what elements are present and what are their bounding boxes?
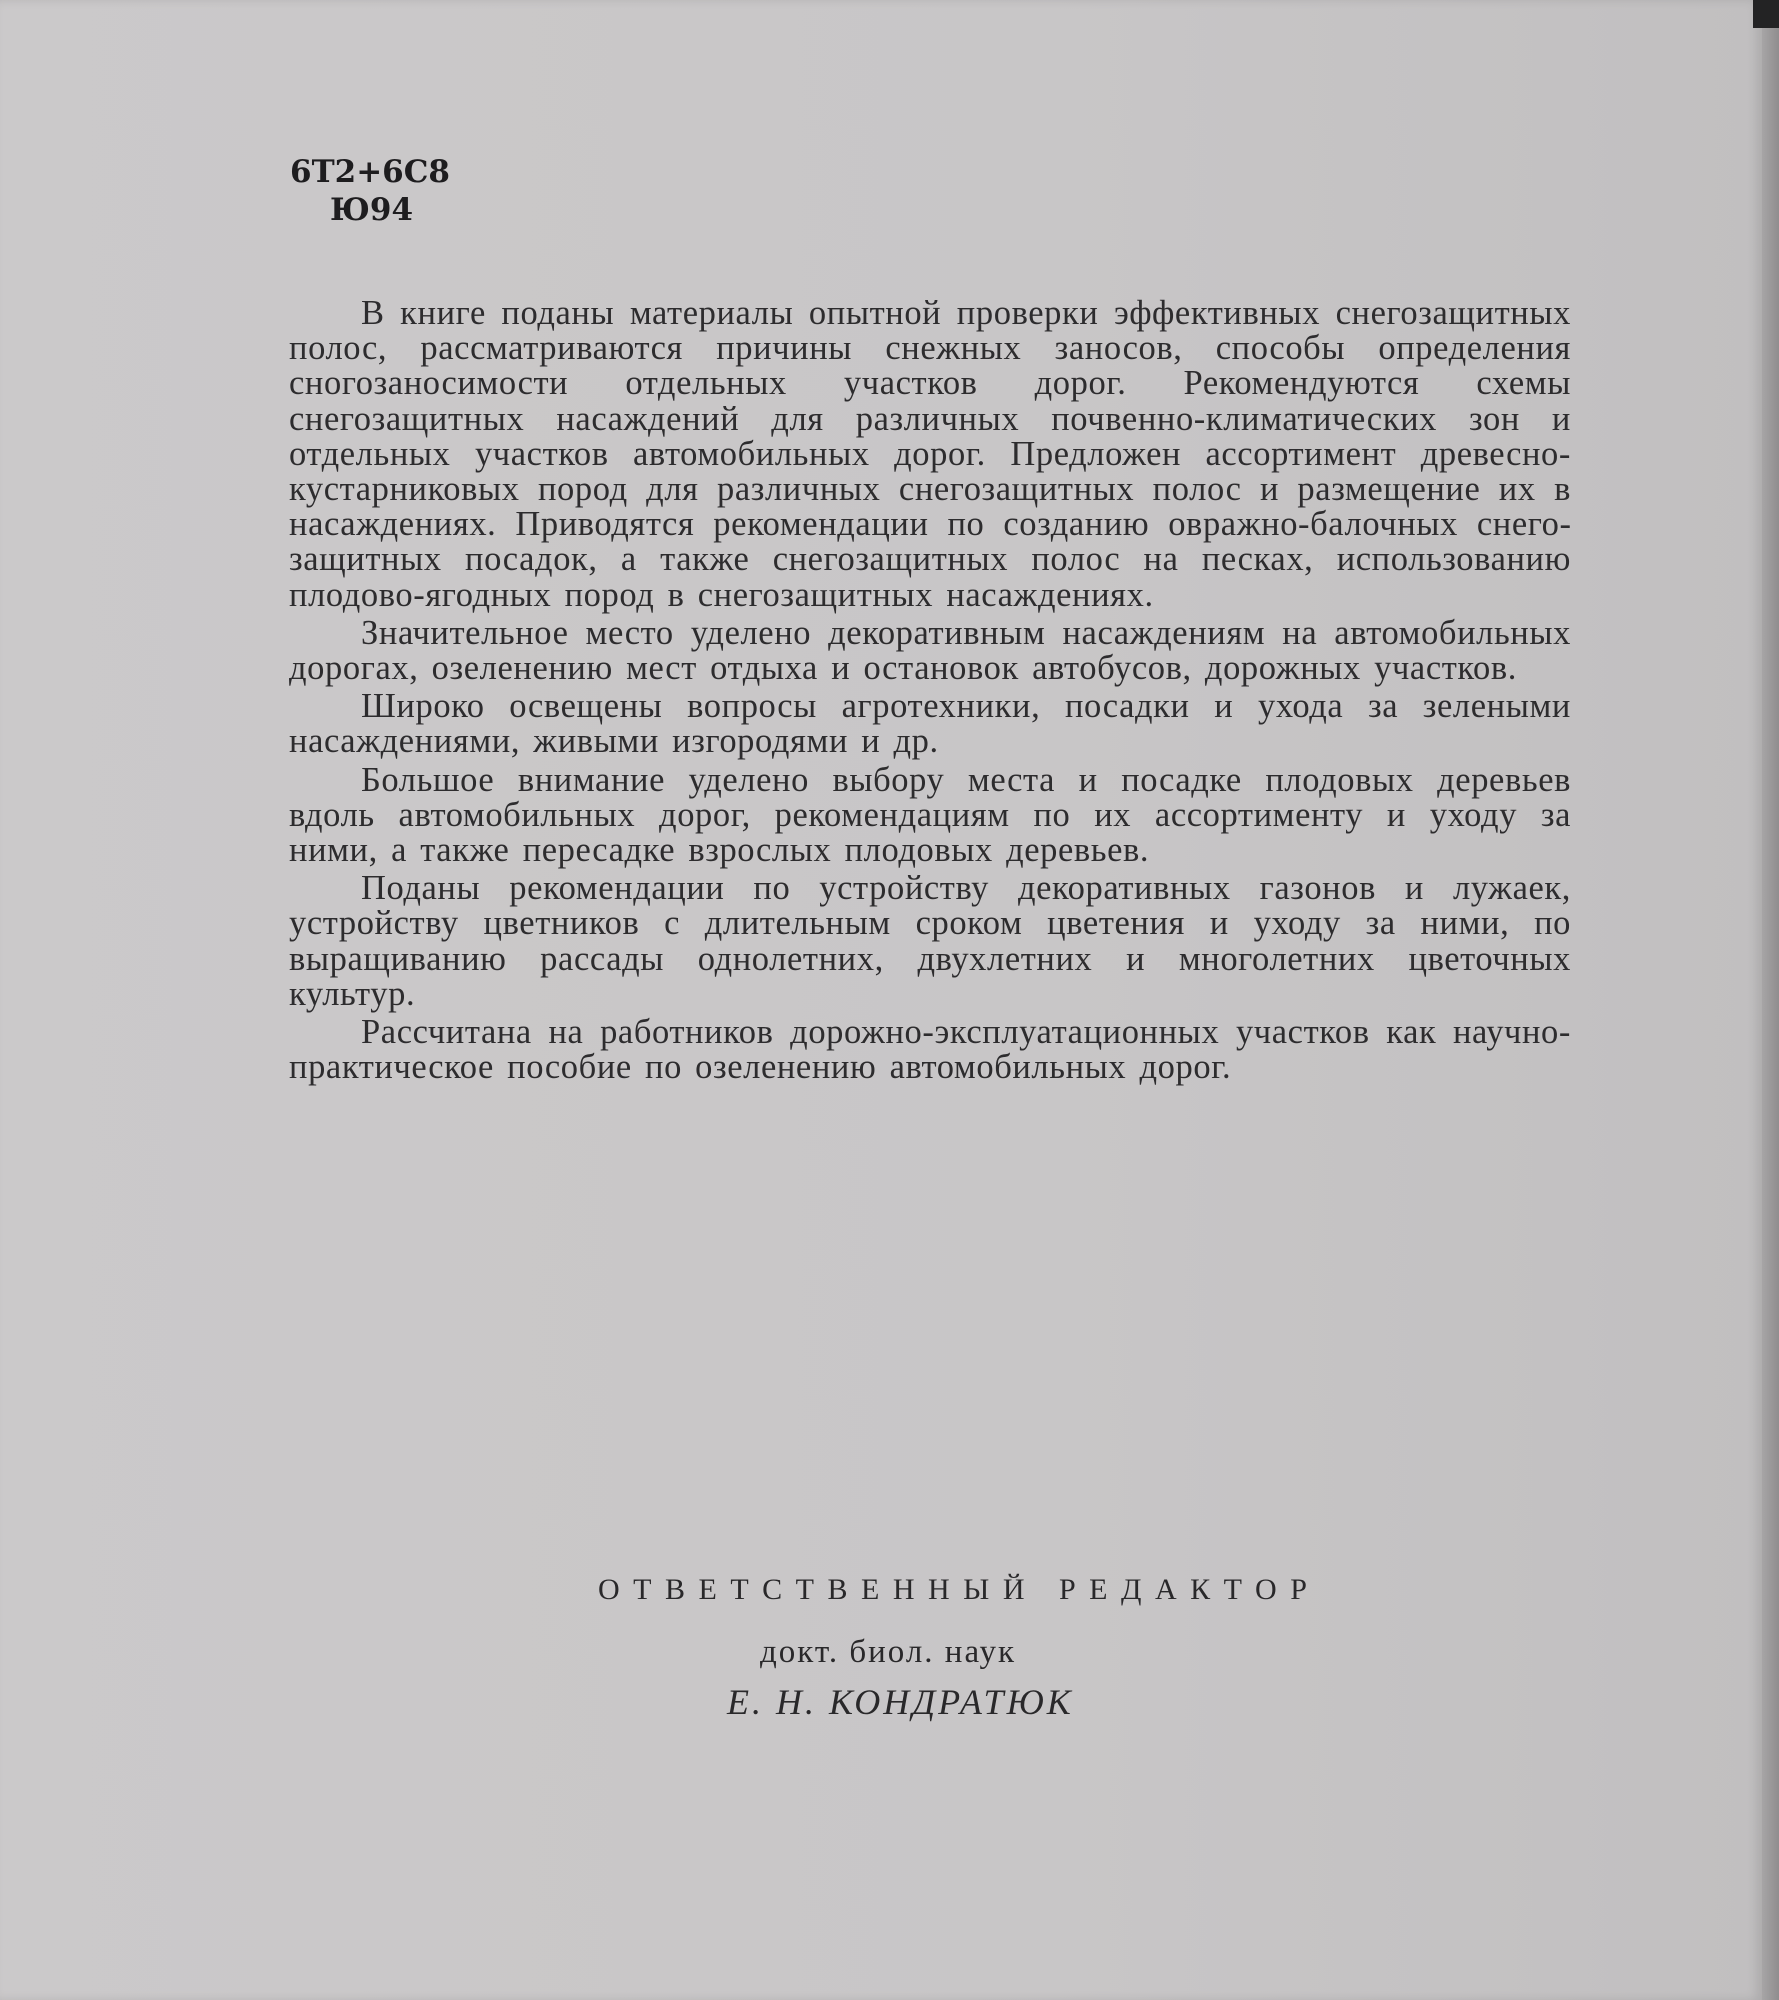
annotation-paragraph: Рассчитана на работников дорожно-эксплуатационных участков как научно-практическое пособие по озеленению автомобильных дорог.	[289, 1013, 1571, 1087]
classification-code: 6Т2+6С8	[290, 154, 450, 190]
page-edge	[1762, 0, 1779, 2000]
editor-name: Е. Н. КОНДРАТЮК	[727, 1682, 1074, 1722]
book-annotation	[289, 296, 1571, 1088]
classification-index	[290, 153, 450, 229]
annotation-paragraph: Поданы рекомендации по устройству декоративных газонов и лужаек, устройству цветников с длительным сроком цветения и уходу за ними, по выращиванию рассады однолетних, двухлетних и многолетних цветочных культур.	[289, 869, 1571, 1013]
author-mark: Ю94	[330, 192, 414, 228]
annotation-paragraph: В книге поданы материалы опытной проверки эффективных снегозащитных полос, рассматриваются причины снежных заносов, способы определения сногозаносимости отдельных участков дорог. Рекомендуются схемы снегозащитных насаждений для различных почвенно-климатических зон и отдельных участков автомобильных дорог. Предложен ассортимент древесно-кустарниковых пород для различных снегозащитных полос и размещение их в насаждениях. Приводятся рекомендации по созданию овражно-балочных снегозащитных посадок, а также снегозащитных полос на песках, использованию плодово-ягодных пород в снегозащитных насаждениях.	[289, 294, 1571, 614]
editor-degree: докт. биол. наук	[760, 1634, 1016, 1670]
annotation-paragraph: Большое внимание уделено выбору места и посадке плодовых деревьев вдоль автомобильных дорог, рекомендациям по их ассортименту и уходу за ними, а также пересадке взрослых плодовых деревьев.	[289, 760, 1571, 870]
annotation-paragraph: Значительное место уделено декоративным насаждениям на автомобильных дорогах, озеленению мест отдыха и остановок автобусов, дорожных участков.	[289, 613, 1571, 688]
responsible-editor	[0, 1570, 1762, 1724]
editor-heading: ОТВЕТСТВЕННЫЙ РЕДАКТОР	[598, 1573, 1321, 1606]
cover-corner	[1753, 0, 1779, 28]
annotation-paragraph: Широко освещены вопросы агротехники, посадки и ухода за зелеными насаждениями, живыми изгородями и др.	[289, 687, 1571, 761]
